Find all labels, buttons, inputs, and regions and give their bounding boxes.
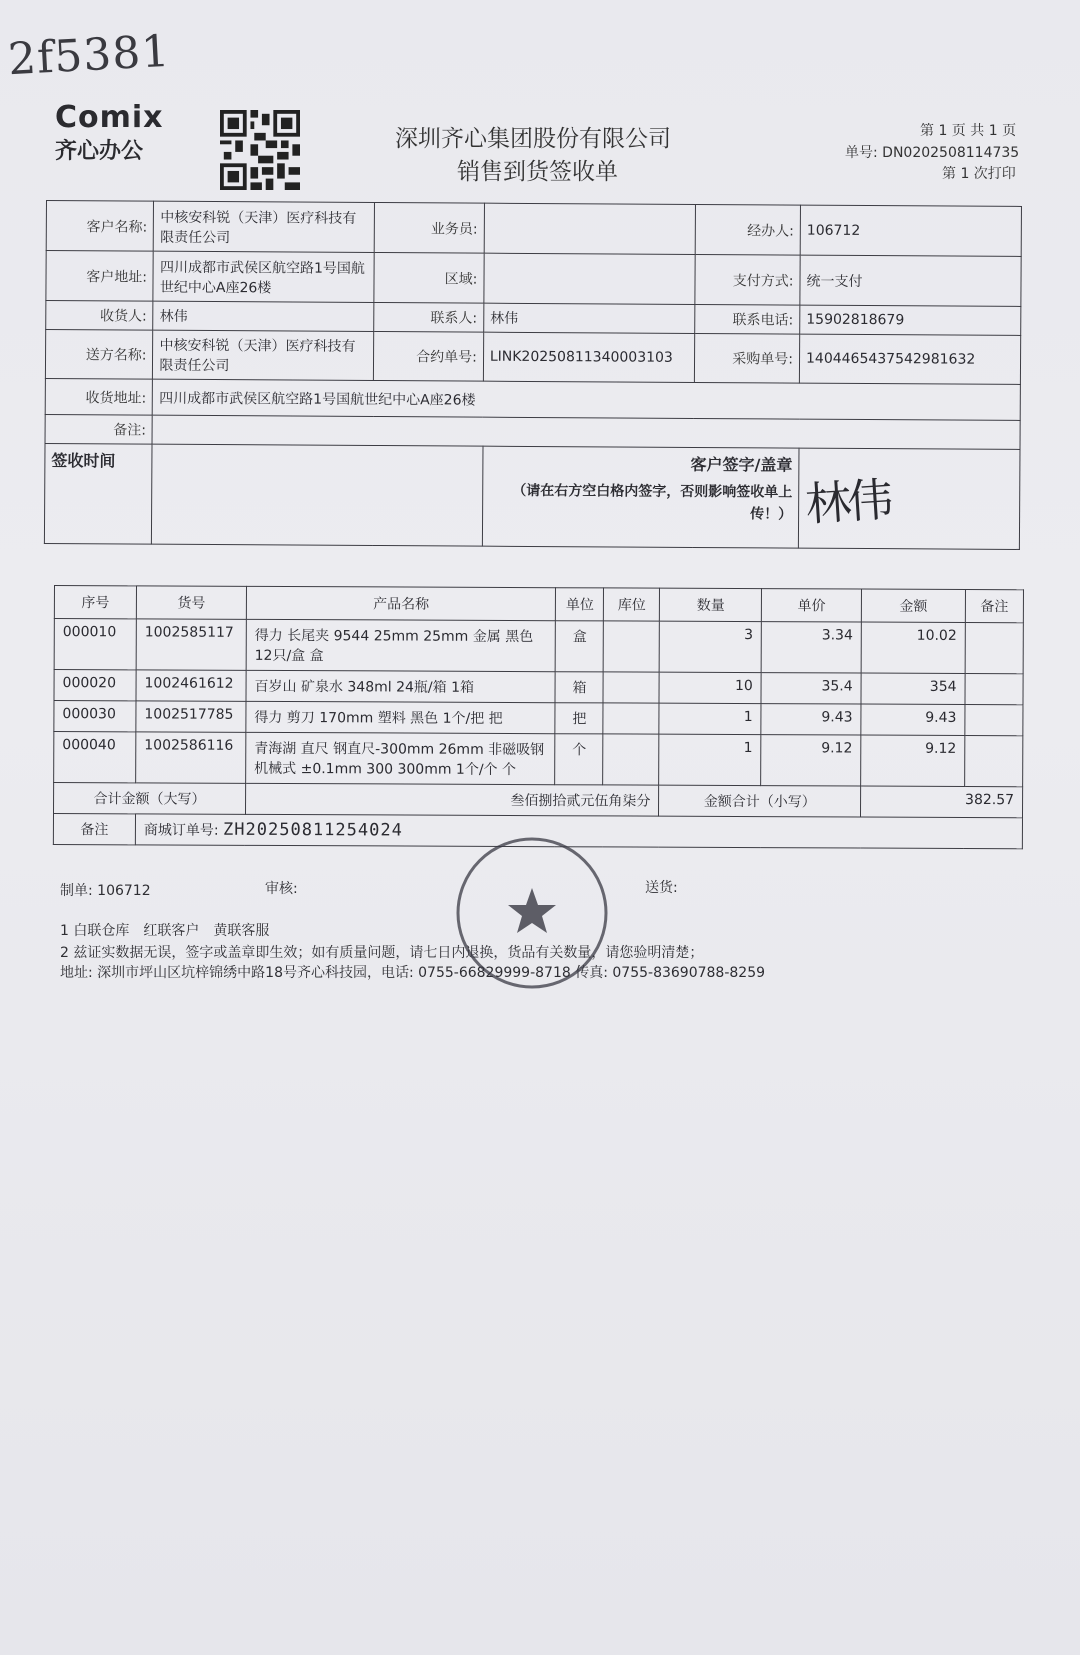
contact-label: 联系人: — [374, 303, 484, 333]
document-number — [845, 142, 1019, 162]
col-amount: 金额 — [861, 589, 965, 622]
delivery-address: 四川成都市武侯区航空路1号国航世纪中心A座26楼 — [153, 379, 1021, 420]
shipto-name: 中核安科锐（天津）医疗科技有限责任公司 — [153, 330, 374, 380]
sign-title: 客户签字/盖章 — [690, 454, 793, 475]
row-name: 百岁山 矿泉水 348ml 24瓶/箱 1箱 — [246, 670, 556, 702]
deliver-field: 送货: — [645, 880, 678, 896]
copies-note: 1 白联仓库 红联客户 黄联客服 — [60, 923, 270, 939]
row-price: 3.34 — [761, 622, 861, 673]
payment-label: 支付方式: — [694, 254, 800, 305]
contract-label: 合约单号: — [374, 332, 484, 382]
shipto-name-label: 送方名称: — [45, 330, 153, 380]
row-qty: 10 — [659, 672, 761, 703]
row-code: 1002585117 — [136, 619, 246, 670]
page-info: 第 1 页 共 1 页 — [920, 123, 1017, 139]
total-upper-label: 合计金额（大写） — [54, 783, 246, 815]
customer-address-label: 客户地址: — [46, 251, 154, 302]
info-table — [44, 200, 1022, 550]
handwritten-number: 2f5381 — [6, 25, 172, 86]
company-name: 深圳齐心集团股份有限公司 — [395, 126, 671, 152]
row-code: 1002461612 — [136, 670, 246, 701]
table-row — [54, 701, 1023, 736]
logo-chinese-name: 齐心办公 — [55, 139, 144, 164]
sign-time-cell — [44, 443, 152, 544]
signature-cell — [798, 448, 1020, 549]
contact-value: 林伟 — [484, 303, 695, 333]
handwritten-signature: 林伟 — [803, 471, 892, 532]
audit-field: 审核: — [265, 881, 298, 897]
salesman-value — [484, 203, 695, 254]
table-row — [54, 732, 1023, 787]
validity-note: 2 兹证实数据无误，签字或盖章即生效；如有质量问题，请七日内退换，货品有关数量，请您验明清楚； — [60, 945, 704, 961]
items-table — [53, 585, 1024, 849]
payment-value: 统一支付 — [800, 255, 1021, 306]
row-note — [965, 704, 1023, 735]
row-seq: 000010 — [54, 619, 136, 670]
col-name: 产品名称 — [246, 586, 556, 620]
sign-time-label: 签收时间 — [51, 451, 116, 471]
region-label: 区域: — [374, 253, 484, 304]
col-location: 库位 — [604, 588, 660, 621]
row-note — [965, 735, 1023, 786]
row-amount: 9.43 — [861, 704, 965, 735]
row-location — [604, 621, 660, 672]
address-line: 地址: 深圳市坪山区坑梓锦绣中路18号齐心科技园，电话: 0755-66829999-8718 传真: 0755-83690788-8259 — [60, 965, 766, 981]
row-amount: 9.12 — [861, 735, 965, 786]
mall-order-label: 商城订单号: — [143, 822, 219, 839]
row-name: 得力 长尾夹 9544 25mm 25mm 金属 黑色 12只/盒 盒 — [246, 619, 556, 671]
row-amount: 354 — [861, 673, 965, 704]
customer-name: 中核安科锐（天津）医疗科技有限责任公司 — [154, 201, 375, 252]
row-unit: 个 — [555, 734, 603, 785]
row-note — [965, 673, 1023, 704]
salesman-label: 业务员: — [375, 203, 485, 254]
col-price: 单价 — [762, 589, 862, 622]
row-amount: 10.02 — [861, 622, 965, 673]
items-remark-label: 备注 — [53, 814, 135, 845]
row-price: 35.4 — [761, 673, 861, 704]
row-code: 1002586116 — [136, 732, 246, 783]
row-unit: 箱 — [555, 672, 603, 703]
purchase-value: 1404465437542981632 — [799, 334, 1020, 384]
print-count: 第 1 次打印 — [942, 166, 1016, 182]
sign-time-value — [152, 444, 483, 546]
row-name: 得力 剪刀 170mm 塑料 黑色 1个/把 把 — [246, 701, 556, 733]
row-unit: 把 — [555, 703, 603, 734]
col-seq: 序号 — [54, 586, 136, 619]
total-lower-label: 金额合计（小写） — [659, 785, 861, 817]
row-location — [603, 734, 659, 785]
col-note: 备注 — [965, 589, 1023, 622]
company-seal — [452, 833, 612, 993]
row-location — [603, 703, 659, 734]
col-qty: 数量 — [660, 588, 762, 621]
row-note — [965, 622, 1023, 673]
row-seq: 000020 — [54, 670, 136, 701]
customer-address: 四川成都市武侯区航空路1号国航世纪中心A座26楼 — [153, 251, 374, 302]
contract-value: LINK20250811340003103 — [483, 332, 694, 382]
col-code: 货号 — [136, 586, 246, 619]
doc-no-label: 单号: — [845, 145, 878, 161]
purchase-label: 采购单号: — [694, 333, 800, 383]
row-price: 9.43 — [761, 704, 861, 735]
table-row — [54, 619, 1023, 674]
handler-label: 经办人: — [695, 204, 801, 255]
customer-name-label: 客户名称: — [46, 201, 154, 252]
total-row — [54, 783, 1023, 818]
sign-note: （请在右方空白格内签字，否则影响签收单上传！） — [512, 482, 793, 523]
phone-value: 15902818679 — [800, 305, 1021, 335]
receiver-value: 林伟 — [153, 301, 374, 331]
row-seq: 000030 — [54, 701, 136, 732]
items-header-row — [54, 586, 1023, 623]
phone-label: 联系电话: — [694, 304, 800, 334]
qr-code-icon — [218, 110, 302, 190]
handler-value: 106712 — [800, 205, 1021, 256]
doc-no-value: DN0202508114735 — [882, 145, 1020, 161]
receiver-label: 收货人: — [46, 301, 154, 331]
sign-instruction-cell — [482, 446, 799, 548]
row-qty: 1 — [659, 703, 761, 734]
row-location — [603, 672, 659, 703]
total-lower-value: 382.57 — [861, 786, 1023, 818]
row-seq: 000040 — [54, 732, 136, 783]
row-price: 9.12 — [761, 735, 861, 786]
document-title: 销售到货签收单 — [457, 159, 618, 185]
table-row — [54, 670, 1023, 705]
region-value — [484, 253, 695, 304]
row-qty: 1 — [659, 734, 761, 785]
remark-label: 备注: — [45, 414, 153, 444]
row-code: 1002517785 — [136, 701, 246, 732]
delivery-address-label: 收货地址: — [45, 378, 153, 415]
row-qty: 3 — [660, 621, 762, 672]
comix-logo: Comix — [55, 100, 164, 135]
total-upper-value: 叁佰捌拾贰元伍角柒分 — [245, 783, 659, 816]
maker-field: 制单: 106712 — [60, 883, 151, 899]
mall-order-number: ZH20250811254024 — [223, 819, 403, 841]
row-name: 青海湖 直尺 钢直尺-300mm 26mm 非磁吸钢 机械式 ±0.1mm 300 300mm 1个/个 个 — [246, 732, 556, 784]
col-unit: 单位 — [556, 588, 604, 621]
row-unit: 盒 — [556, 621, 604, 672]
